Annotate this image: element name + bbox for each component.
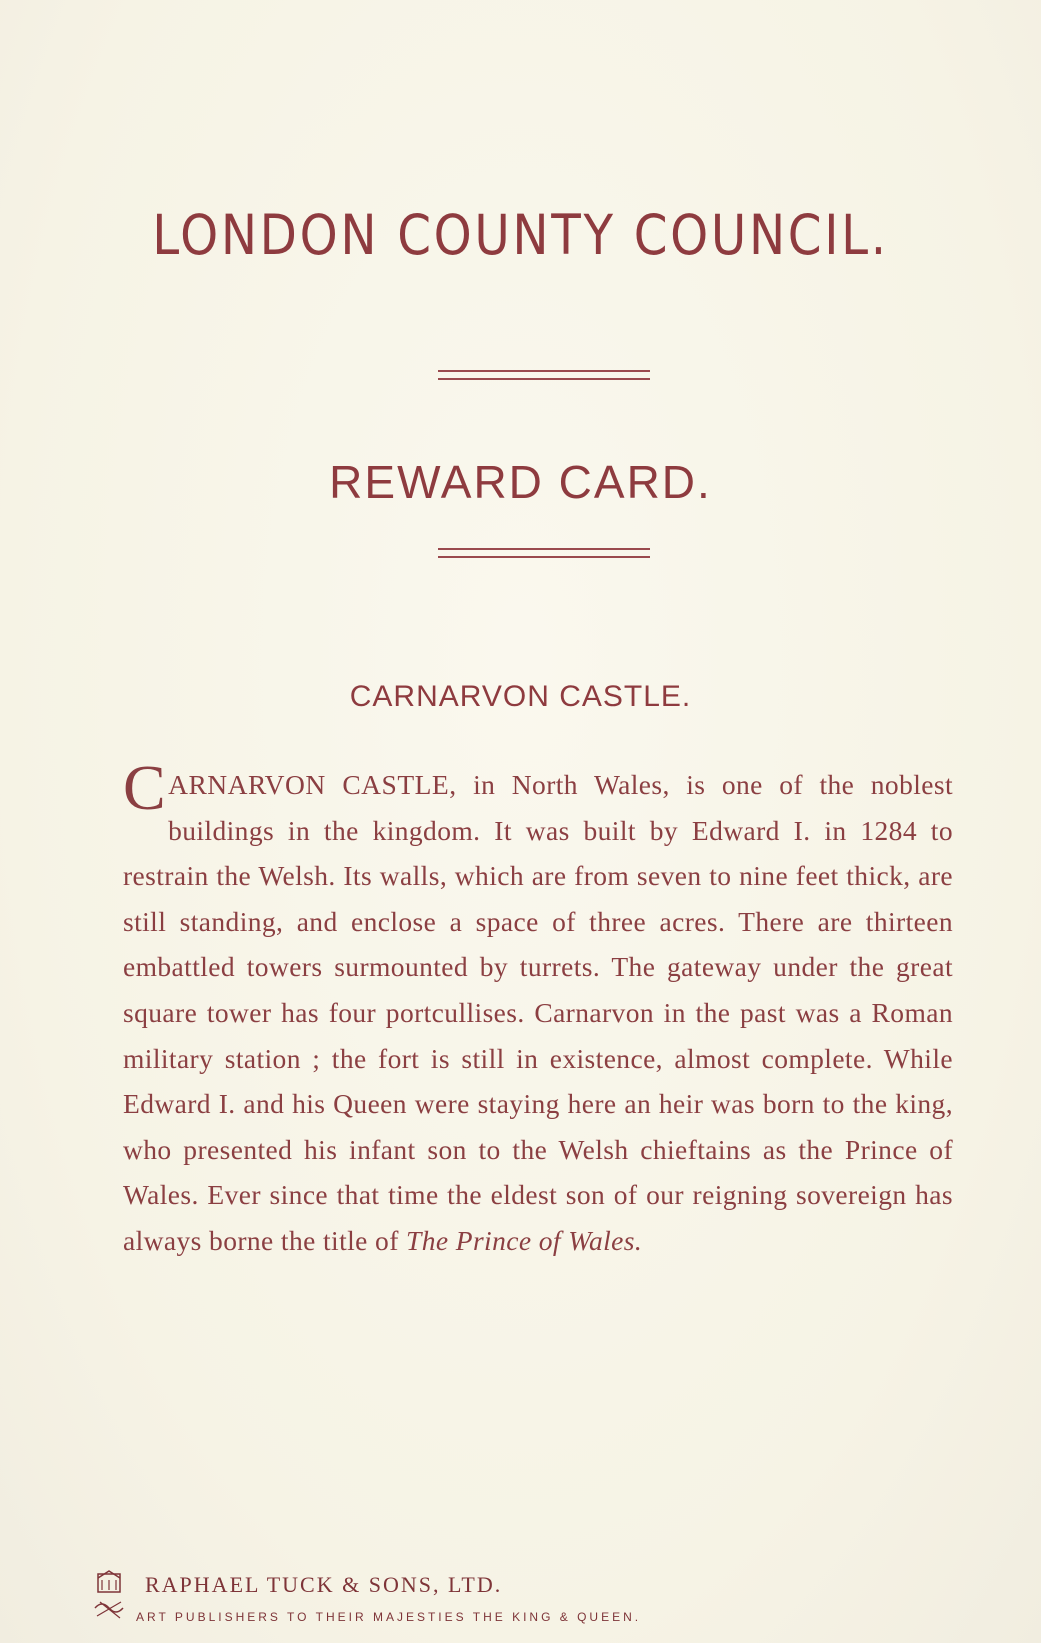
divider-bottom-line-1	[438, 548, 650, 550]
section-subtitle: CARNARVON CASTLE.	[349, 680, 692, 713]
divider-top-line-2	[438, 378, 650, 380]
publisher-tagline: ART PUBLISHERS TO THEIR MAJESTIES THE KING & QUEEN.	[136, 1610, 642, 1624]
drop-cap: C	[123, 752, 167, 823]
card-title: REWARD CARD.	[329, 456, 712, 508]
council-heading: LONDON COUNTY COUNCIL.	[152, 203, 889, 267]
divider-top-line-1	[438, 370, 650, 372]
publisher-name: RAPHAEL TUCK & SONS, LTD.	[145, 1572, 503, 1597]
divider-bottom-line-2	[438, 556, 650, 558]
body-text: in North Wales, is one of the noblest buildings in the kingdom. It was built by Edward I. in 1284 to restrain the Welsh. Its walls, which are from seven to nine feet thick, are still standing, and enclose a space of three acres. There are thirteen embattled towers surmounted by turrets. The gateway under the great square tower has four portcullises. Carnarvon in the past was a Roman military station ; the fort is still in existence, almost complete. While Edward I. and his Queen were staying here an heir was born to the king, who presented his infant son to the Welsh chieftains as the Prince of Wales. Ever since that time the eldest son of our reigning sovereign has always borne the title of	[123, 769, 954, 1256]
lead-caps: ARNARVON CASTLE,	[168, 769, 457, 800]
italic-title: The Prince of Wales.	[406, 1224, 643, 1256]
publisher-crest-icon	[92, 1568, 126, 1628]
body-paragraph	[123, 752, 954, 1264]
